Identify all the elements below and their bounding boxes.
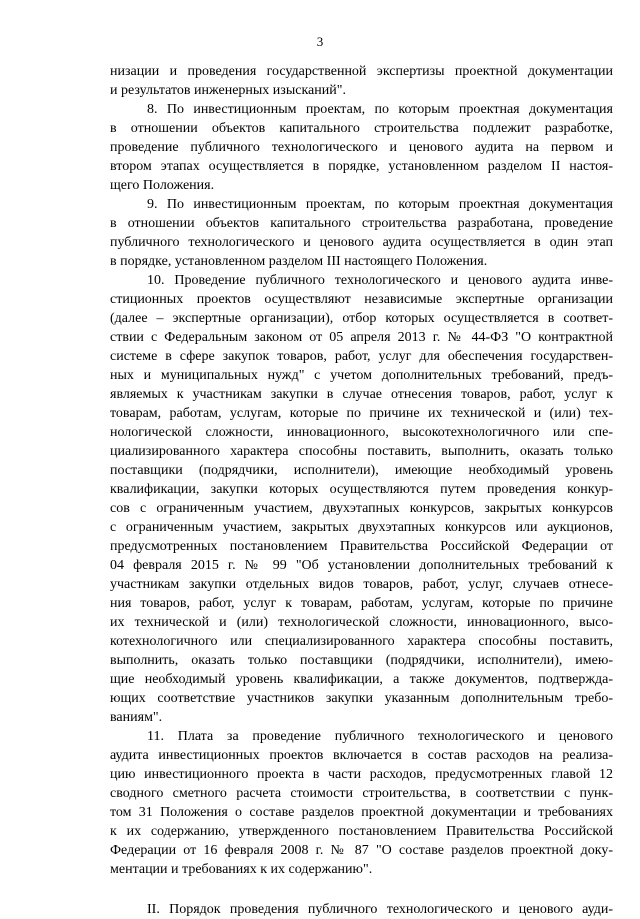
paragraph-line: и результатов инженерных изысканий". — [110, 83, 346, 98]
paragraph-line: Федерации от 16 февраля 2008 г. № 87 "О составе разделов проектной доку- — [110, 843, 613, 858]
paragraph-line: участникам закупки отдельных видов товаров, работ, услуг, случаев отнесе- — [110, 577, 613, 592]
paragraph-line: в порядке, установленном разделом III настоящего Положения. — [110, 254, 488, 269]
page-number: 3 — [316, 34, 324, 49]
paragraph-line: товарам, работам, услугам, которые по причине их технической и (или) тех- — [110, 406, 613, 421]
paragraph-line: их технической и (или) технологической сложности, инновационного, высо- — [110, 615, 613, 630]
paragraph-line: являемых к участникам закупки в случае отнесения товаров, работ, услуг к — [110, 387, 613, 402]
paragraph-line: ваниям". — [110, 710, 163, 725]
paragraph — [110, 100, 613, 195]
paragraph-line: 9. По инвестиционным проектам, по которым проектная документация — [147, 197, 613, 212]
section-gap — [110, 879, 613, 900]
paragraph — [110, 62, 613, 100]
paragraph-line: предусмотренных постановлением Правительства Российской Федерации от — [110, 539, 613, 554]
paragraph-line: в отношении объектов капитального строительства подлежит разработке, — [110, 121, 613, 136]
paragraph-line: низации и проведения государственной экспертизы проектной документации — [110, 64, 613, 79]
paragraph-line: щие необходимый уровень квалификации, а также документов, подтвержда- — [110, 672, 613, 687]
paragraph-line: стиционных проектов осуществляют независимые экспертные организации — [110, 292, 613, 307]
paragraph-line: ментации и требованиях к их содержанию". — [110, 862, 373, 877]
paragraph-line: 11. Плата за проведение публичного технологического и ценового — [147, 729, 613, 744]
paragraph-line: котехнологичного или специализированного характера способны поставить, — [110, 634, 613, 649]
paragraph-line: сводного сметного расчета стоимости строительства, в соответствии с пунк- — [110, 786, 613, 801]
paragraph-line: циализированного характера способны поставить, выполнить, оказать только — [110, 444, 613, 459]
paragraph-line: квалификации, закупки которых осуществляются путем проведения конкур- — [110, 482, 613, 497]
paragraph — [110, 195, 613, 271]
paragraph — [110, 271, 613, 727]
document-body — [110, 62, 613, 919]
paragraph — [110, 727, 613, 879]
paragraph-line: 04 февраля 2015 г. № 99 "Об установлении дополнительных требований к — [110, 558, 613, 573]
paragraph-line: щего Положения. — [110, 178, 215, 193]
paragraph-line: (далее – экспертные организации), отбор которых осуществляется в соответ- — [110, 311, 613, 326]
paragraph-line: системе в сфере закупок товаров, работ, услуг для обеспечения государствен- — [110, 349, 613, 364]
paragraph-line: аудита инвестиционных проектов включается в состав расходов на реализа- — [110, 748, 613, 763]
paragraph-line: проведение публичного технологического и ценового аудита на первом и — [110, 140, 613, 155]
paragraph-line: к их содержанию, утвержденного постановлением Правительства Российской — [110, 824, 613, 839]
paragraph-line: втором этапах осуществляется в порядке, установленном разделом II настоя- — [110, 159, 613, 174]
paragraph-line: цию инвестиционного проекта в части расходов, предусмотренных главой 12 — [110, 767, 613, 782]
paragraph-line: 8. По инвестиционным проектам, по которым проектная документация — [147, 102, 613, 117]
paragraph-line: ных и муниципальных нужд" с учетом дополнительных требований, предъ- — [110, 368, 613, 383]
paragraph-line: публичного технологического и ценового аудита осуществляется в один этап — [110, 235, 613, 250]
paragraph-line: в отношении объектов капитального строительства разработана, проведение — [110, 216, 613, 231]
paragraph-line: ющих соответствие участников закупки указанным дополнительным требо- — [110, 691, 613, 706]
paragraph-line: с ограниченным участием, закрытых двухэтапных конкурсов или аукционов, — [110, 520, 613, 535]
paragraph-line: том 31 Положения о составе разделов проектной документации и требованиях — [110, 805, 613, 820]
paragraphs — [110, 62, 613, 879]
paragraph-line: 10. Проведение публичного технологического и ценового аудита инве- — [147, 273, 613, 288]
paragraph-line: поставщики (подрядчики, исполнители), имеющие необходимый уровень — [110, 463, 613, 478]
paragraph-line: ствии с Федеральным законом от 05 апреля 2013 г. № 44-ФЗ "О контрактной — [110, 330, 613, 345]
section-heading: II. Порядок проведения публичного технологического и ценового ауди- — [147, 902, 613, 917]
paragraph-line: сов с ограниченным участием, двухэтапных конкурсов, закрытых конкурсов — [110, 501, 613, 516]
paragraph-line: нологической сложности, инновационного, высокотехнологичного или спе- — [110, 425, 613, 440]
paragraph-line: ния товаров, работ, услуг к товарам, работам, услугам, которые по причине — [110, 596, 613, 611]
paragraph-line: выполнить, оказать только поставщики (подрядчики, исполнители), имею- — [110, 653, 613, 668]
